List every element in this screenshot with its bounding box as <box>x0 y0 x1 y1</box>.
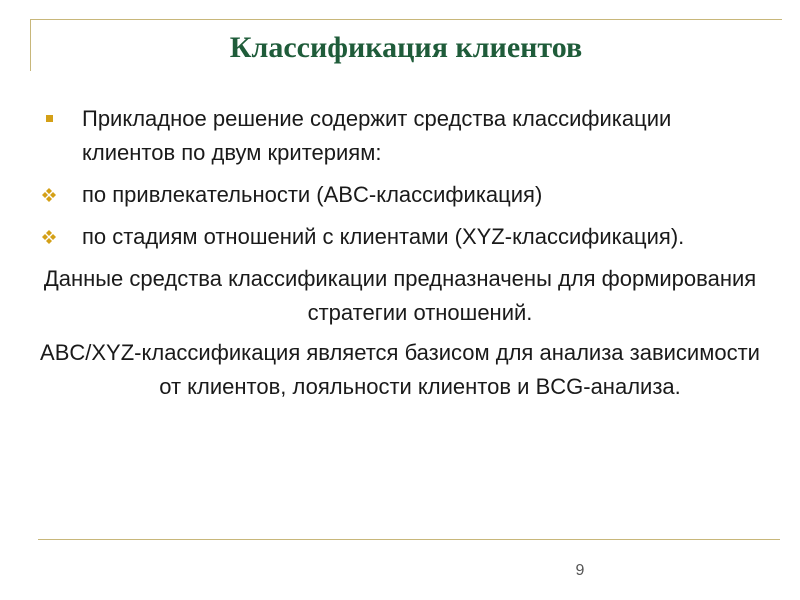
bullet-text: по стадиям отношений с клиентами (XYZ-классификация). <box>82 224 685 249</box>
frame-top-line <box>30 19 782 20</box>
bullet-text: по привлекательности (ABC-классификация) <box>82 182 543 207</box>
square-bullet-icon <box>46 115 53 122</box>
bullet-item <box>40 102 760 170</box>
bullet-item <box>40 178 760 212</box>
slide-title: Классификация клиентов <box>229 31 583 64</box>
bullet-item <box>40 220 760 254</box>
frame-bottom-line <box>38 539 780 540</box>
diamond-bullet-icon <box>40 186 58 204</box>
diamond-bullet-icon <box>40 228 58 246</box>
bullet-text: Прикладное решение содержит средства классификации клиентов по двум критериям: <box>82 106 672 165</box>
page-number: 9 <box>575 562 585 579</box>
body-paragraph: ABC/XYZ-классификация является базисом для анализа зависимости от клиентов, лояльности клиентов и BCG-анализа. <box>40 340 760 399</box>
slide-content <box>40 102 760 404</box>
body-paragraph: Данные средства классификации предназначены для формирования стратегии отношений. <box>43 266 757 325</box>
